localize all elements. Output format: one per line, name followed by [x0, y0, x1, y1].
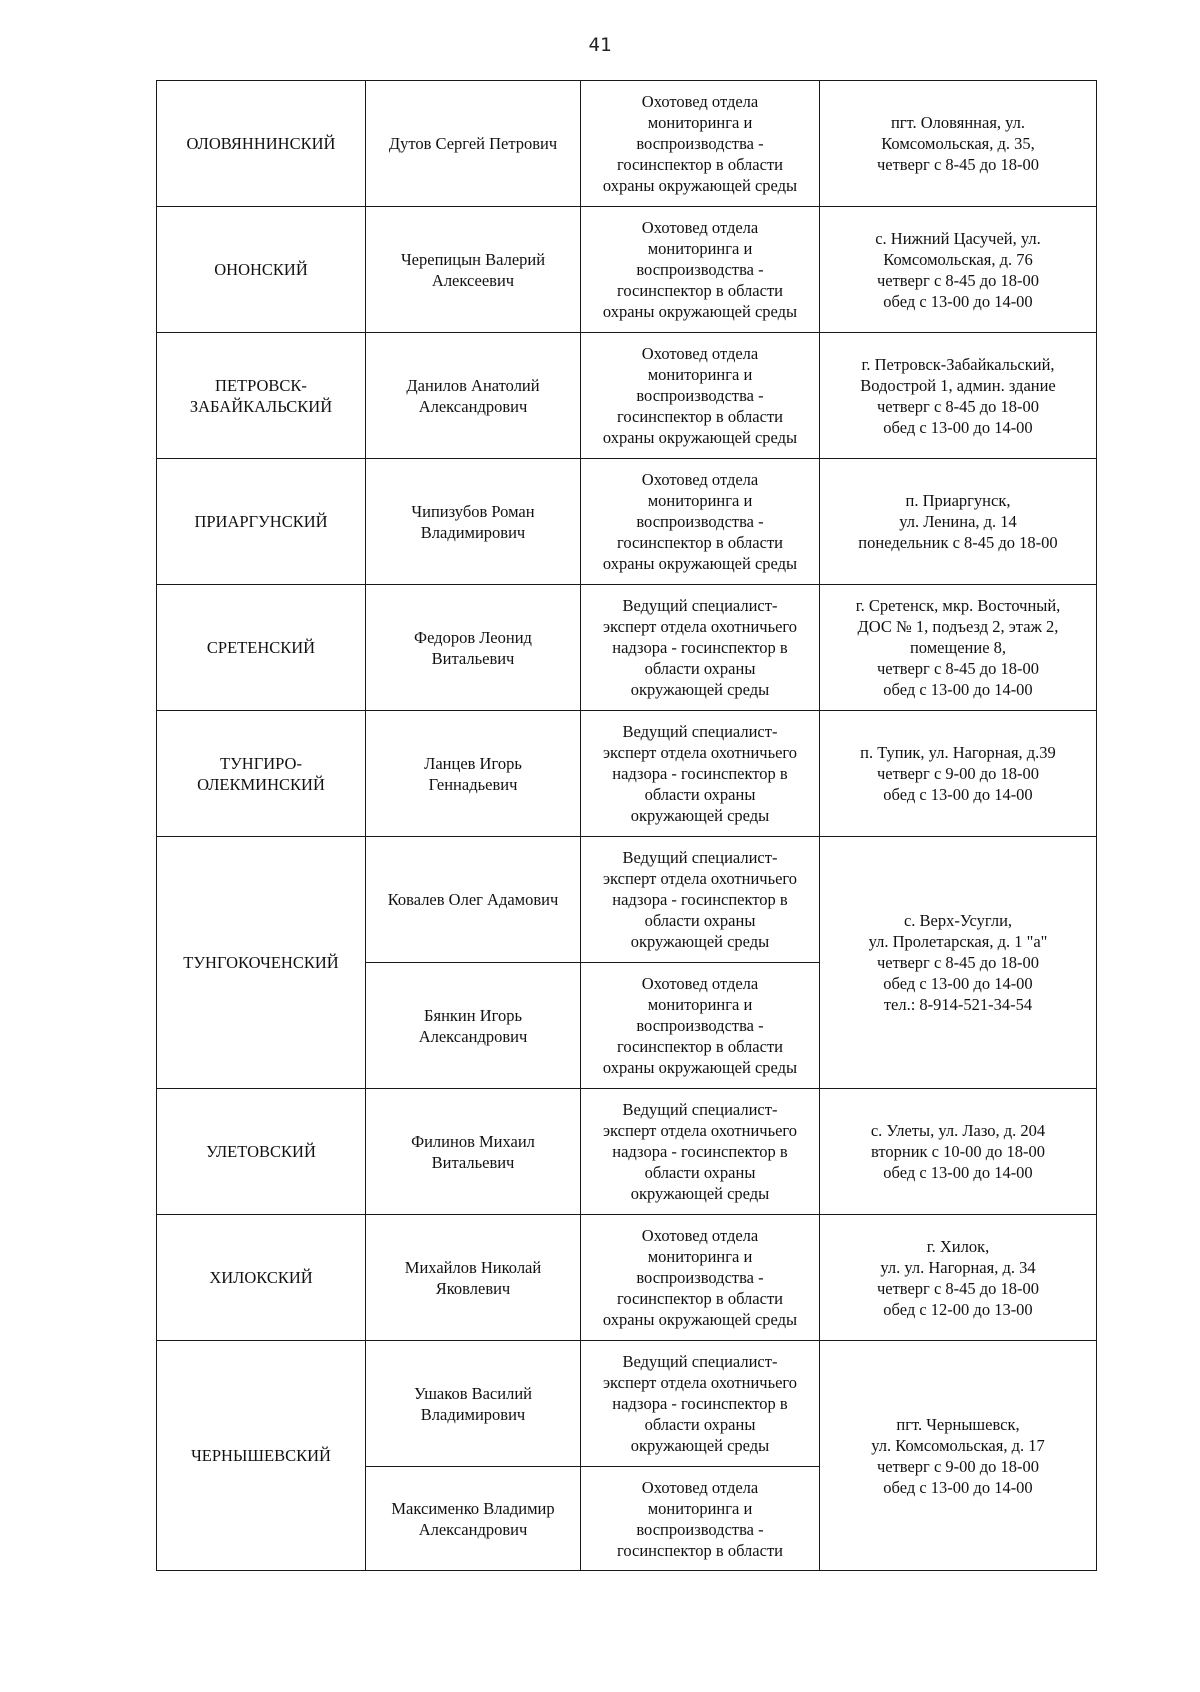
district-cell: ХИЛОКСКИЙ — [157, 1215, 366, 1341]
position-cell: Ведущий специалист- эксперт отдела охотничьего надзора - госинспектор в области охраны окружающей среды — [581, 1341, 820, 1467]
inspector-name-cell: Федоров Леонид Витальевич — [366, 585, 581, 711]
table-row — [157, 585, 1097, 711]
address-hours-cell: г. Сретенск, мкр. Восточный, ДОС № 1, подъезд 2, этаж 2, помещение 8, четверг с 8-45 до 18-00 обед с 13-00 до 14-00 — [820, 585, 1097, 711]
inspector-name-cell: Ковалев Олег Адамович — [366, 837, 581, 963]
table-row — [157, 1089, 1097, 1215]
district-cell: ТУНГИРО- ОЛЕКМИНСКИЙ — [157, 711, 366, 837]
address-hours-cell: п. Приаргунск, ул. Ленина, д. 14 понедельник с 8-45 до 18-00 — [820, 459, 1097, 585]
position-cell: Охотовед отдела мониторинга и воспроизводства - госинспектор в области охраны окружающей среды — [581, 81, 820, 207]
district-cell: УЛЕТОВСКИЙ — [157, 1089, 366, 1215]
district-cell: ПЕТРОВСК- ЗАБАЙКАЛЬСКИЙ — [157, 333, 366, 459]
inspector-name-cell: Ланцев Игорь Геннадьевич — [366, 711, 581, 837]
table-row — [157, 1215, 1097, 1341]
inspector-name-cell: Максименко Владимир Александрович — [366, 1467, 581, 1571]
table-row — [157, 333, 1097, 459]
inspector-name-cell: Черепицын Валерий Алексеевич — [366, 207, 581, 333]
inspector-name-cell: Дутов Сергей Петрович — [366, 81, 581, 207]
table-row — [157, 459, 1097, 585]
inspector-name-cell: Ушаков Василий Владимирович — [366, 1341, 581, 1467]
position-cell: Охотовед отдела мониторинга и воспроизводства - госинспектор в области охраны окружающей среды — [581, 963, 820, 1089]
address-hours-cell: п. Тупик, ул. Нагорная, д.39 четверг с 9-00 до 18-00 обед с 13-00 до 14-00 — [820, 711, 1097, 837]
position-cell: Охотовед отдела мониторинга и воспроизводства - госинспектор в области охраны окружающей среды — [581, 1215, 820, 1341]
address-hours-cell: г. Петровск-Забайкальский, Водострой 1, админ. здание четверг с 8-45 до 18-00 обед с 13-00 до 14-00 — [820, 333, 1097, 459]
address-hours-cell: с. Нижний Цасучей, ул. Комсомольская, д. 76 четверг с 8-45 до 18-00 обед с 13-00 до 14-00 — [820, 207, 1097, 333]
position-cell: Охотовед отдела мониторинга и воспроизводства - госинспектор в области охраны окружающей среды — [581, 459, 820, 585]
table-row — [157, 837, 1097, 963]
district-cell: ОЛОВЯННИНСКИЙ — [157, 81, 366, 207]
table-row — [157, 207, 1097, 333]
table-row — [157, 1341, 1097, 1467]
district-cell: ТУНГОКОЧЕНСКИЙ — [157, 837, 366, 1089]
district-cell: ПРИАРГУНСКИЙ — [157, 459, 366, 585]
inspector-table — [156, 80, 1097, 1571]
position-cell: Ведущий специалист- эксперт отдела охотничьего надзора - госинспектор в области охраны окружающей среды — [581, 585, 820, 711]
position-cell: Охотовед отдела мониторинга и воспроизводства - госинспектор в области — [581, 1467, 820, 1571]
position-cell: Ведущий специалист- эксперт отдела охотничьего надзора - госинспектор в области охраны окружающей среды — [581, 711, 820, 837]
table-row — [157, 81, 1097, 207]
inspector-name-cell: Михайлов Николай Яковлевич — [366, 1215, 581, 1341]
district-cell: ЧЕРНЫШЕВСКИЙ — [157, 1341, 366, 1571]
district-cell: СРЕТЕНСКИЙ — [157, 585, 366, 711]
inspector-name-cell: Чипизубов Роман Владимирович — [366, 459, 581, 585]
inspector-name-cell: Бянкин Игорь Александрович — [366, 963, 581, 1089]
inspector-name-cell: Филинов Михаил Витальевич — [366, 1089, 581, 1215]
address-hours-cell: г. Хилок, ул. ул. Нагорная, д. 34 четверг с 8-45 до 18-00 обед с 12-00 до 13-00 — [820, 1215, 1097, 1341]
page-number: 41 — [588, 34, 612, 56]
position-cell: Ведущий специалист- эксперт отдела охотничьего надзора - госинспектор в области охраны окружающей среды — [581, 837, 820, 963]
table-row — [157, 711, 1097, 837]
district-cell: ОНОНСКИЙ — [157, 207, 366, 333]
address-hours-cell: с. Верх-Усугли, ул. Пролетарская, д. 1 "а" четверг с 8-45 до 18-00 обед с 13-00 до 14-00 тел.: 8-914-521-34-54 — [820, 837, 1097, 1089]
inspector-name-cell: Данилов Анатолий Александрович — [366, 333, 581, 459]
position-cell: Ведущий специалист- эксперт отдела охотничьего надзора - госинспектор в области охраны окружающей среды — [581, 1089, 820, 1215]
address-hours-cell: пгт. Оловянная, ул. Комсомольская, д. 35, четверг с 8-45 до 18-00 — [820, 81, 1097, 207]
address-hours-cell: с. Улеты, ул. Лазо, д. 204 вторник с 10-00 до 18-00 обед с 13-00 до 14-00 — [820, 1089, 1097, 1215]
position-cell: Охотовед отдела мониторинга и воспроизводства - госинспектор в области охраны окружающей среды — [581, 207, 820, 333]
position-cell: Охотовед отдела мониторинга и воспроизводства - госинспектор в области охраны окружающей среды — [581, 333, 820, 459]
address-hours-cell: пгт. Чернышевск, ул. Комсомольская, д. 17 четверг с 9-00 до 18-00 обед с 13-00 до 14-00 — [820, 1341, 1097, 1571]
